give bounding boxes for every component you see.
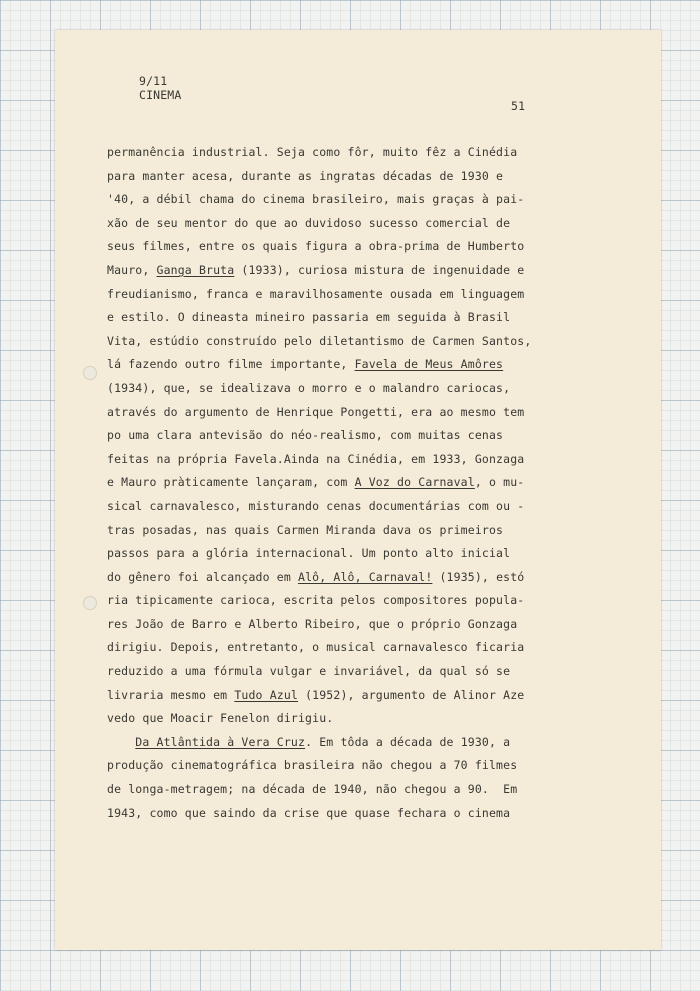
text-segment: reduzido a uma fórmula vulgar e invariável, da qual só se [107, 664, 511, 679]
text-segment: sical carnavalesco, misturando cenas documentárias com ou - [107, 498, 525, 513]
text-segment: (1952), argumento de Alinor Aze [298, 687, 525, 702]
text-segment: freudianismo, franca e maravilhosamente ousada em linguagem [107, 286, 525, 301]
text-segment: do gênero foi alcançado em [107, 569, 298, 584]
text-segment: para manter acesa, durante as ingratas décadas de 1930 e [107, 168, 504, 183]
text-segment: po uma clara antevisão do néo-realismo, com muitas cenas [107, 428, 504, 443]
text-segment: permanência industrial. Seja como fôr, muito fêz a Cinédia [107, 145, 518, 159]
text-line [107, 188, 607, 212]
underlined-title: Favela de Meus Amôres [354, 357, 504, 372]
underlined-title: Da Atlântida à Vera Cruz [135, 734, 306, 749]
text-segment: (1934), que, se idealizava o morro e o malandro cariocas, [107, 380, 511, 395]
text-line [107, 353, 607, 377]
text-segment: e Mauro pràticamente lançaram, com [107, 475, 355, 490]
text-segment: de longa-metragem; na década de 1940, não chegou a 90. Em [107, 782, 518, 797]
text-segment: (1935), estó [432, 569, 525, 584]
text-line [107, 778, 607, 802]
text-line [107, 165, 607, 189]
text-line [107, 636, 607, 660]
page-number: 51 [511, 99, 526, 113]
text-line [107, 495, 607, 519]
text-segment: e estilo. O dineasta mineiro passaria em seguida à Brasil [107, 310, 511, 325]
page-header [139, 74, 181, 102]
text-line [107, 731, 607, 755]
text-line [107, 542, 607, 566]
text-line [107, 589, 607, 613]
text-line [107, 306, 607, 330]
text-line [107, 660, 607, 684]
text-line [107, 259, 607, 283]
underlined-title: Ganga Bruta [156, 262, 235, 277]
text-segment: lá fazendo outro filme importante, [107, 357, 355, 372]
text-line [107, 707, 607, 731]
text-segment: , o mu- [474, 475, 525, 490]
underlined-title: Tudo Azul [234, 687, 298, 702]
text-line [107, 424, 607, 448]
text-line [107, 802, 607, 826]
text-segment: dirigiu. Depois, entretanto, o musical carnavalesco ficaria [107, 640, 525, 655]
text-line [107, 448, 607, 472]
text-line [107, 754, 607, 778]
header-section: CINEMA [139, 88, 182, 102]
text-segment: xão de seu mentor do que ao duvidoso sucesso comercial de [107, 215, 511, 230]
header-code: 9/11 [139, 74, 168, 88]
underlined-title: A Voz do Carnaval [354, 475, 475, 490]
text-line [107, 330, 607, 354]
text-segment: . Em tôda a década de 1930, a [305, 734, 511, 749]
text-line [107, 235, 607, 259]
text-line [107, 283, 607, 307]
text-segment: res João de Barro e Alberto Ribeiro, que o próprio Gonzaga [107, 616, 518, 631]
text-segment: vedo que Moacir Fenelon dirigiu. [107, 711, 334, 726]
text-segment: através do argumento de Henrique Pongetti, era ao mesmo tem [107, 404, 525, 419]
text-line [107, 212, 607, 236]
punch-hole [83, 596, 97, 610]
text-line [107, 613, 607, 637]
text-line [107, 566, 607, 590]
typed-page [55, 30, 661, 950]
text-segment: passos para a glória internacional. Um ponto alto inicial [107, 546, 511, 561]
text-line [107, 471, 607, 495]
text-segment: Mauro, [107, 262, 157, 277]
text-segment: tras posadas, nas quais Carmen Miranda dava os primeiros [107, 522, 504, 537]
underlined-title: Alô, Alô, Carnaval! [298, 569, 433, 584]
text-segment: ria tipicamente carioca, escrita pelos compositores popula- [107, 593, 525, 608]
text-line [107, 401, 607, 425]
text-line [107, 377, 607, 401]
text-segment: produção cinematográfica brasileira não chegou a 70 filmes [107, 758, 518, 773]
text-segment: feitas na própria Favela.Ainda na Cinédia, em 1933, Gonzaga [107, 451, 525, 466]
text-segment: livraria mesmo em [107, 687, 235, 702]
text-segment [107, 735, 135, 749]
text-line [107, 684, 607, 708]
text-segment: 1943, como que saindo da crise que quase fechara o cinema [107, 805, 511, 820]
text-segment: '40, a débil chama do cinema brasileiro, mais graças à pai- [107, 192, 525, 207]
punch-hole [83, 366, 97, 380]
text-segment: Vita, estúdio construído pelo diletantismo de Carmen Santos, [107, 333, 532, 348]
text-line [107, 141, 607, 165]
text-line [107, 519, 607, 543]
text-segment: (1933), curiosa mistura de ingenuidade e [234, 262, 525, 277]
body-text [107, 141, 607, 825]
text-segment: seus filmes, entre os quais figura a obra-prima de Humberto [107, 239, 525, 254]
